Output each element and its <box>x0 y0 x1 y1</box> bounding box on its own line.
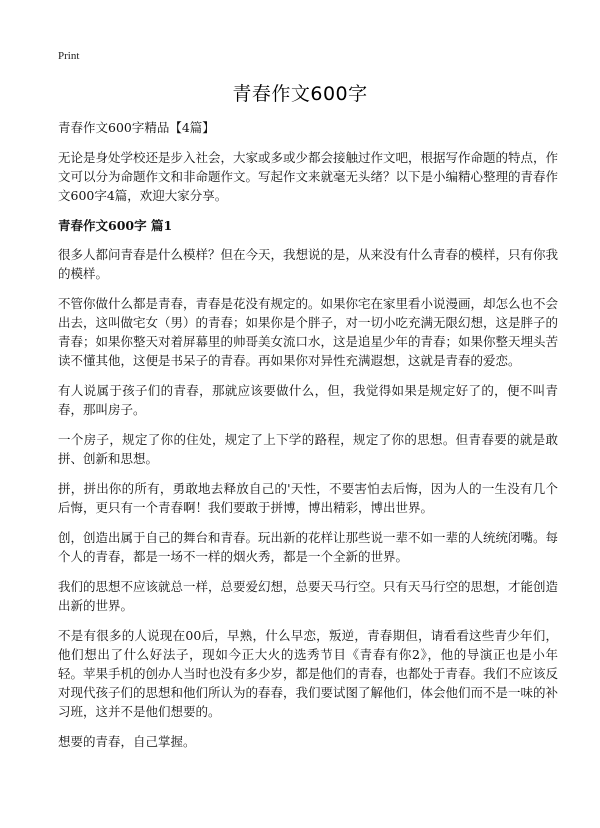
body-paragraph: 不是有很多的人说现在00后，早熟，什么早恋，叛逆，青春期但，请看看这些青少年们，他们想出了什么好法子，现如今正大火的选秀节目《青春有你2》，他的导演正也是小年轻。苹果手机的创办人当时也没有多少岁，都是他们的青春，也都处于青春。我们不应该反对现代孩子们的思想和他们所认为的春春，我们要试图了解他们，体会他们而不是一味的补习班，这并不是他们想要的。 <box>58 628 559 719</box>
body-paragraph: 想要的青春，自己掌握。 <box>58 734 196 749</box>
body-paragraph: 我们的思想不应该就总一样，总要爱幻想，总要天马行空。只有天马行空的思想，才能创造出新的世界。 <box>58 579 559 613</box>
section-heading: 青春作文600字 篇1 <box>58 218 173 233</box>
body-paragraph: 很多人都问青春是什么模样？但在今天，我想说的是，从来没有什么青春的模样，只有你我的模样。 <box>58 247 559 281</box>
page-title: 青春作文600字 <box>232 83 368 105</box>
body-paragraph: 创，创造出属于自己的舞台和青春。玩出新的花样让那些说一辈不如一辈的人统统闭嘴。每个人的青春，都是一场不一样的烟火秀，都是一个全新的世界。 <box>58 530 559 564</box>
intro-paragraph: 无论是身处学校还是步入社会，大家或多或少都会接触过作文吧，根据写作命题的特点，作文可以分为命题作文和非命题作文。写起作文来就毫无头绪？以下是小编精心整理的青春作文600字4篇，欢迎大家分享。 <box>58 150 559 203</box>
body-paragraph: 有人说属于孩子们的青春，那就应该要做什么，但，我觉得如果是规定好了的，便不叫青春，那叫房子。 <box>58 383 558 417</box>
print-link[interactable]: Print <box>58 50 80 62</box>
article-subtitle: 青春作文600字精品【4篇】 <box>58 120 215 135</box>
body-paragraph: 拼，拼出你的所有，勇敢地去释放自己的'天性，不要害怕去后悔，因为人的一生没有几个后悔，更只有一个青春啊！我们要敢于拼博，博出精彩，博出世界。 <box>58 481 558 515</box>
article-content <box>58 118 558 762</box>
body-paragraph: 不管你做什么都是青春，青春是花没有规定的。如果你宅在家里看小说漫画，却怎么也不会出去，这叫做宅女（男）的青春；如果你是个胖子，对一切小吃充满无限幻想，这是胖子的青春；如果你整天对着屏幕里的帅哥美女流口水，这是追星少年的青春；如果你整天埋头苦读不懂其他，这便是书呆子的青春。再如果你对异性充满遐想，这就是青春的爱恋。 <box>58 296 559 368</box>
body-paragraph: 一个房子，规定了你的住处，规定了上下学的路程，规定了你的思想。但青春要的就是敢拼、创新和思想。 <box>58 432 558 466</box>
